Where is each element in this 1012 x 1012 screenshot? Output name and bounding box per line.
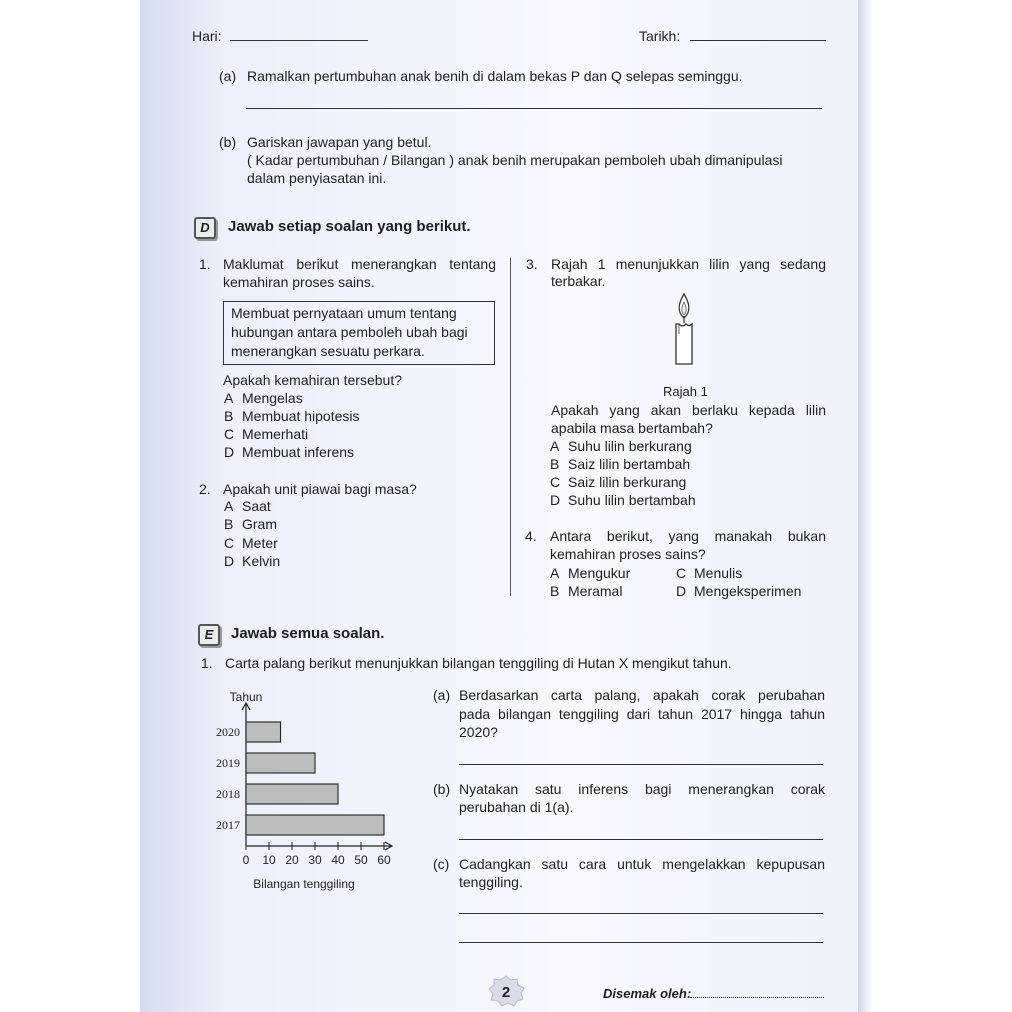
prev-qa-text: Ramalkan pertumbuhan anak benih di dalam bekas P dan Q selepas seminggu. xyxy=(247,68,743,84)
column-divider xyxy=(510,258,511,596)
e-qa-line2: pada bilangan tenggiling dari tahun 2017 hingga tahun xyxy=(459,706,825,722)
option-letter: A xyxy=(550,438,560,454)
chart-category-label: 2018 xyxy=(216,787,240,801)
option-text: Membuat inferens xyxy=(242,444,355,460)
chart-x-tick-label: 20 xyxy=(285,853,299,867)
option-letter: B xyxy=(224,516,234,532)
chart-x-tick-label: 10 xyxy=(262,853,276,867)
d-q2-option-c[interactable] xyxy=(224,534,278,552)
e-qa-line3: 2020? xyxy=(459,724,498,740)
d-q3-option-c[interactable] xyxy=(550,473,686,491)
e-qb-label: (b) xyxy=(433,781,451,797)
e-qc-line2: tenggiling. xyxy=(459,874,523,890)
d-q1-option-b[interactable] xyxy=(224,407,360,425)
d-q3-question-line1: Apakah yang akan berlaku kepada lilin xyxy=(551,402,826,418)
prev-qa-answer-line[interactable] xyxy=(246,108,822,109)
option-letter: D xyxy=(224,553,235,569)
candle-figure xyxy=(660,290,710,380)
section-d-badge: D xyxy=(194,217,216,239)
d-q4-option-c[interactable] xyxy=(676,564,742,582)
option-text: Mengelas xyxy=(242,390,303,406)
d-q4-option-d[interactable] xyxy=(676,582,801,600)
e-q1-text: Carta palang berikut menunjukkan bilangan tenggiling di Hutan X mengikut tahun. xyxy=(225,655,732,671)
option-letter: A xyxy=(224,498,234,514)
option-text: Membuat hipotesis xyxy=(242,408,360,424)
option-letter: C xyxy=(550,474,561,490)
d-q2-option-d[interactable] xyxy=(224,552,280,570)
option-text: Mengeksperimen xyxy=(694,583,802,599)
e-qb-answer-line[interactable] xyxy=(459,839,823,840)
option-letter: D xyxy=(224,444,235,460)
option-text: Menulis xyxy=(694,565,743,581)
e-qc-line1: Cadangkan satu cara untuk mengelakkan kepupusan xyxy=(459,856,825,872)
d-q3-question-line2: apabila masa bertambah? xyxy=(551,420,713,436)
d-q3-option-a[interactable] xyxy=(550,437,692,455)
chart-x-axis-label: Bilangan tenggiling xyxy=(253,877,355,891)
option-text: Meter xyxy=(242,535,278,551)
d-q4-line1: Antara berikut, yang manakah bukan xyxy=(550,528,826,544)
d-q1-line1: Maklumat berikut menerangkan tentang xyxy=(223,256,496,272)
d-q1-option-c[interactable] xyxy=(224,425,308,443)
option-letter: D xyxy=(550,492,561,508)
d-q3-caption: Rajah 1 xyxy=(663,384,708,399)
option-text: Memerhati xyxy=(242,426,309,442)
e-qc-label: (c) xyxy=(433,856,450,872)
d-q4-line2: kemahiran proses sains? xyxy=(550,546,706,562)
d-q1-box-line1: Membuat pernyataan umum tentang xyxy=(231,305,457,321)
option-text: Saiz lilin berkurang xyxy=(568,474,687,490)
d-q1-box-line3: menerangkan sesuatu perkara. xyxy=(231,343,425,359)
page-number-badge xyxy=(486,974,526,1008)
bar-chart xyxy=(196,686,406,896)
section-e-title: Jawab semua soalan. xyxy=(231,625,385,642)
d-q3-number: 3. xyxy=(526,256,538,272)
option-letter: C xyxy=(224,426,235,442)
option-text: Saat xyxy=(242,498,271,514)
option-text: Suhu lilin bertambah xyxy=(568,492,696,508)
section-d-title: Jawab setiap soalan yang berikut. xyxy=(228,218,471,235)
hari-answer-line[interactable] xyxy=(230,40,368,41)
e-qa-line1: Berdasarkan carta palang, apakah corak perubahan xyxy=(459,687,825,703)
option-text: Saiz lilin bertambah xyxy=(568,456,691,472)
chart-y-axis-label: Tahun xyxy=(229,690,263,704)
option-letter: B xyxy=(224,408,234,424)
option-letter: B xyxy=(550,456,560,472)
d-q2-option-b[interactable] xyxy=(224,515,277,533)
option-letter: C xyxy=(224,535,235,551)
d-q1-box-line2: hubungan antara pemboleh ubah bagi xyxy=(231,324,468,340)
option-text: Suhu lilin berkurang xyxy=(568,438,692,454)
option-text: Gram xyxy=(242,516,277,532)
d-q1-info-box xyxy=(223,301,495,365)
prev-qb-label: (b) xyxy=(219,134,237,150)
page-edge xyxy=(858,0,872,1012)
option-text: Meramal xyxy=(568,583,623,599)
e-qc-answer-line-1[interactable] xyxy=(459,913,823,914)
candle-body-icon xyxy=(676,324,692,364)
prev-qb-line1: Gariskan jawapan yang betul. xyxy=(247,134,432,150)
d-q1-question: Apakah kemahiran tersebut? xyxy=(223,372,402,388)
option-text: Mengukur xyxy=(568,565,631,581)
d-q2-option-a[interactable] xyxy=(224,497,271,515)
e-qb-line2: perubahan di 1(a). xyxy=(459,799,574,815)
checked-by-signature-line[interactable] xyxy=(690,997,824,998)
option-letter: D xyxy=(676,583,687,599)
d-q3-option-d[interactable] xyxy=(550,491,696,509)
d-q3-option-b[interactable] xyxy=(550,455,690,473)
hari-label: Hari: xyxy=(192,28,222,44)
page-number: 2 xyxy=(501,984,511,1001)
chart-category-label: 2020 xyxy=(216,725,240,739)
option-letter: C xyxy=(676,565,687,581)
e-qc-answer-line-2[interactable] xyxy=(459,942,823,943)
chart-x-tick-label: 60 xyxy=(377,853,391,867)
d-q4-option-b[interactable] xyxy=(550,582,622,600)
d-q1-line2: kemahiran proses sains. xyxy=(223,274,375,290)
chart-category-label: 2017 xyxy=(216,818,240,832)
checked-by-label: Disemak oleh: xyxy=(603,986,692,1001)
chart-x-tick-label: 40 xyxy=(331,853,345,867)
tarikh-answer-line[interactable] xyxy=(690,40,826,41)
chart-x-tick-label: 0 xyxy=(242,853,250,867)
d-q4-number: 4. xyxy=(525,528,537,544)
chart-x-tick-label: 30 xyxy=(308,853,322,867)
chart-category-label: 2019 xyxy=(216,756,240,770)
e-q1-number: 1. xyxy=(201,655,213,671)
d-q1-number: 1. xyxy=(199,256,211,272)
d-q1-option-d[interactable] xyxy=(224,443,354,461)
option-letter: B xyxy=(550,583,560,599)
chart-bar-2018 xyxy=(246,784,338,804)
e-qa-answer-line[interactable] xyxy=(459,764,823,765)
prev-qb-line2: ( Kadar pertumbuhan / Bilangan ) anak benih merupakan pemboleh ubah dimanipulasi xyxy=(247,152,783,168)
e-qb-line1: Nyatakan satu inferens bagi menerangkan corak xyxy=(459,781,825,797)
d-q2-text: Apakah unit piawai bagi masa? xyxy=(223,481,417,497)
chart-bar-2019 xyxy=(246,753,315,773)
d-q3-line1: Rajah 1 menunjukkan lilin yang sedang xyxy=(551,256,826,272)
option-letter: A xyxy=(550,565,560,581)
option-text: Kelvin xyxy=(242,553,281,569)
e-qa-label: (a) xyxy=(433,687,451,703)
option-letter: A xyxy=(224,390,234,406)
d-q4-option-a[interactable] xyxy=(550,564,630,582)
section-e-badge: E xyxy=(198,624,220,646)
chart-bar-2017 xyxy=(246,815,384,835)
tarikh-label: Tarikh: xyxy=(639,28,681,44)
d-q3-line2: terbakar. xyxy=(551,273,606,289)
prev-qa-label: (a) xyxy=(219,68,237,84)
d-q2-number: 2. xyxy=(199,481,211,497)
d-q1-option-a[interactable] xyxy=(224,389,303,407)
prev-qb-line3: dalam penyiasatan ini. xyxy=(247,170,387,186)
chart-x-tick-label: 50 xyxy=(354,853,368,867)
chart-bar-2020 xyxy=(246,722,281,742)
